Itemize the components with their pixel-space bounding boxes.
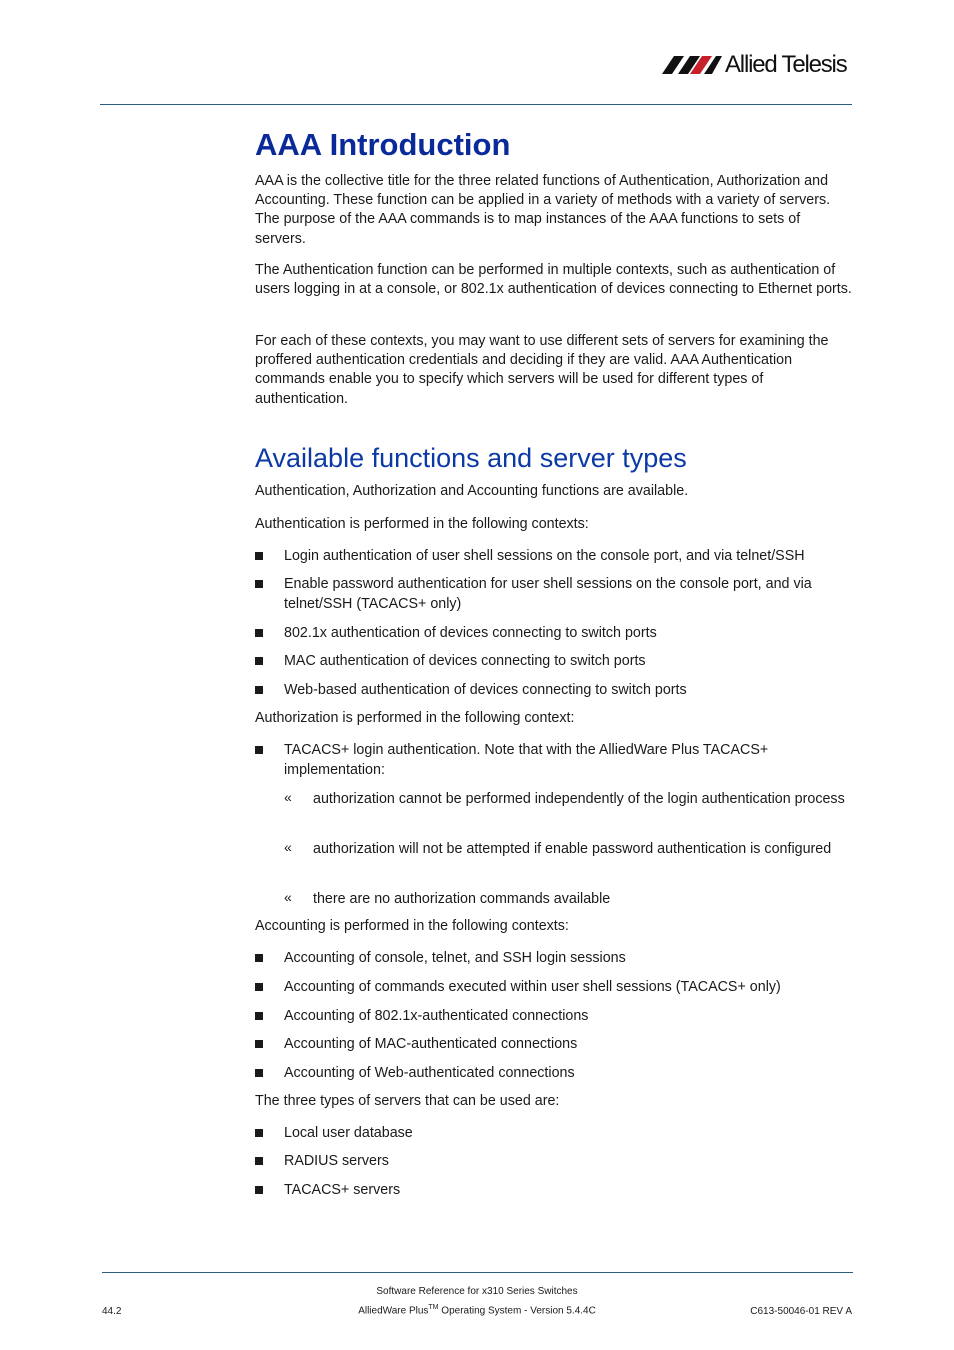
list-item-text: RADIUS servers: [284, 1153, 389, 1169]
square-bullet-icon: [255, 1040, 263, 1048]
doc-code: C613-50046-01 REV A: [750, 1306, 852, 1317]
list-item: [255, 681, 853, 701]
section-title-available-functions: Available functions and server types: [255, 443, 687, 473]
sub-list-item: [284, 789, 852, 810]
logo-text: Allied Telesis: [725, 51, 847, 78]
square-bullet-icon: [255, 1186, 263, 1194]
footer-title: [0, 1286, 954, 1297]
square-bullet-icon: [255, 746, 263, 754]
list-item-text: Local user database: [284, 1125, 413, 1141]
page-number: 44.2: [102, 1306, 122, 1317]
intro-paragraph-3: For each of these contexts, you may want to use different sets of servers for examining the proffered authentication credentials and deciding if they are valid. AAA Authentication commands enable you to specify which servers will be used for different types of authentication.: [255, 333, 829, 407]
list-item-text: Accounting of 802.1x-authenticated connections: [284, 1008, 589, 1024]
list-item: [255, 1007, 853, 1027]
square-bullet-icon: [255, 686, 263, 694]
square-bullet-icon: [255, 1069, 263, 1077]
list-item-text: Accounting of Web-authenticated connections: [284, 1065, 575, 1081]
sub-list-item-text: authorization cannot be performed independently of the login authentication process: [313, 791, 845, 807]
footer-os-version: Operating System - Version 5.4.4C: [438, 1305, 596, 1317]
guillemet-bullet-icon: «: [284, 789, 292, 805]
sub-list-item: [284, 839, 852, 860]
square-bullet-icon: [255, 1129, 263, 1137]
list-item: [255, 652, 853, 672]
functions-intro: Authentication, Authorization and Accounting functions are available.: [255, 483, 689, 499]
list-item-text: Accounting of commands executed within user shell sessions (TACACS+ only): [284, 979, 781, 995]
section-title-aaa-introduction: AAA Introduction: [255, 127, 511, 162]
list-item: [255, 575, 853, 614]
list-item: [255, 1152, 853, 1172]
list-item: [255, 1064, 853, 1084]
list-item: [255, 1181, 853, 1201]
square-bullet-icon: [255, 629, 263, 637]
servers-intro: The three types of servers that can be used are:: [255, 1093, 560, 1109]
allied-telesis-mark-icon: [660, 50, 724, 80]
intro-paragraph-2: The Authentication function can be performed in multiple contexts, such as authentication of users logging in at a console, or 802.1x authentication of devices connecting to Ethernet ports.: [255, 262, 852, 298]
allied-telesis-logo: [660, 50, 855, 80]
list-item-text: MAC authentication of devices connecting to switch ports: [284, 653, 646, 669]
list-item-text: Accounting of console, telnet, and SSH login sessions: [284, 950, 626, 966]
sub-list-item: [284, 889, 852, 910]
authorization-intro: Authorization is performed in the following context:: [255, 710, 575, 726]
list-item-text: TACACS+ servers: [284, 1182, 401, 1198]
list-item: [255, 949, 853, 969]
footer-trademark: TM: [428, 1304, 439, 1311]
square-bullet-icon: [255, 954, 263, 962]
footer-rule: [102, 1272, 853, 1273]
list-item: [255, 978, 853, 998]
header-rule: [100, 104, 852, 105]
square-bullet-icon: [255, 552, 263, 560]
authentication-intro: Authentication is performed in the following contexts:: [255, 516, 589, 532]
square-bullet-icon: [255, 1012, 263, 1020]
list-item: [255, 1124, 853, 1144]
list-item-text: TACACS+ login authentication. Note that with the AlliedWare Plus TACACS+ implementation:: [284, 742, 769, 778]
accounting-intro: Accounting is performed in the following contexts:: [255, 918, 569, 934]
sub-list-item-text: there are no authorization commands available: [313, 891, 611, 907]
list-item-text: 802.1x authentication of devices connecting to switch ports: [284, 625, 657, 641]
intro-paragraph-1: AAA is the collective title for the three related functions of Authentication, Authorization and Accounting. These function can be applied in a variety of methods with a variety of servers. The purpose of the AAA commands is to map instances of the AAA functions to sets of servers.: [255, 173, 831, 247]
footer-line1: Software Reference for x310 Series Switches: [376, 1286, 578, 1297]
square-bullet-icon: [255, 657, 263, 665]
list-item: [255, 1035, 853, 1055]
list-item-text: Login authentication of user shell sessions on the console port, and via telnet/SSH: [284, 548, 805, 564]
guillemet-bullet-icon: «: [284, 889, 292, 905]
list-item-text: Accounting of MAC-authenticated connections: [284, 1036, 578, 1052]
list-item: [255, 547, 853, 567]
square-bullet-icon: [255, 1157, 263, 1165]
list-item: [255, 624, 853, 644]
list-item: [255, 741, 853, 780]
list-item-text: Web-based authentication of devices connecting to switch ports: [284, 682, 687, 698]
square-bullet-icon: [255, 580, 263, 588]
square-bullet-icon: [255, 983, 263, 991]
guillemet-bullet-icon: «: [284, 839, 292, 855]
sub-list-item-text: authorization will not be attempted if enable password authentication is configured: [313, 841, 832, 857]
footer-product: AlliedWare Plus: [358, 1305, 429, 1317]
list-item-text: Enable password authentication for user shell sessions on the console port, and via telnet/SSH (TACACS+ only): [284, 576, 812, 612]
